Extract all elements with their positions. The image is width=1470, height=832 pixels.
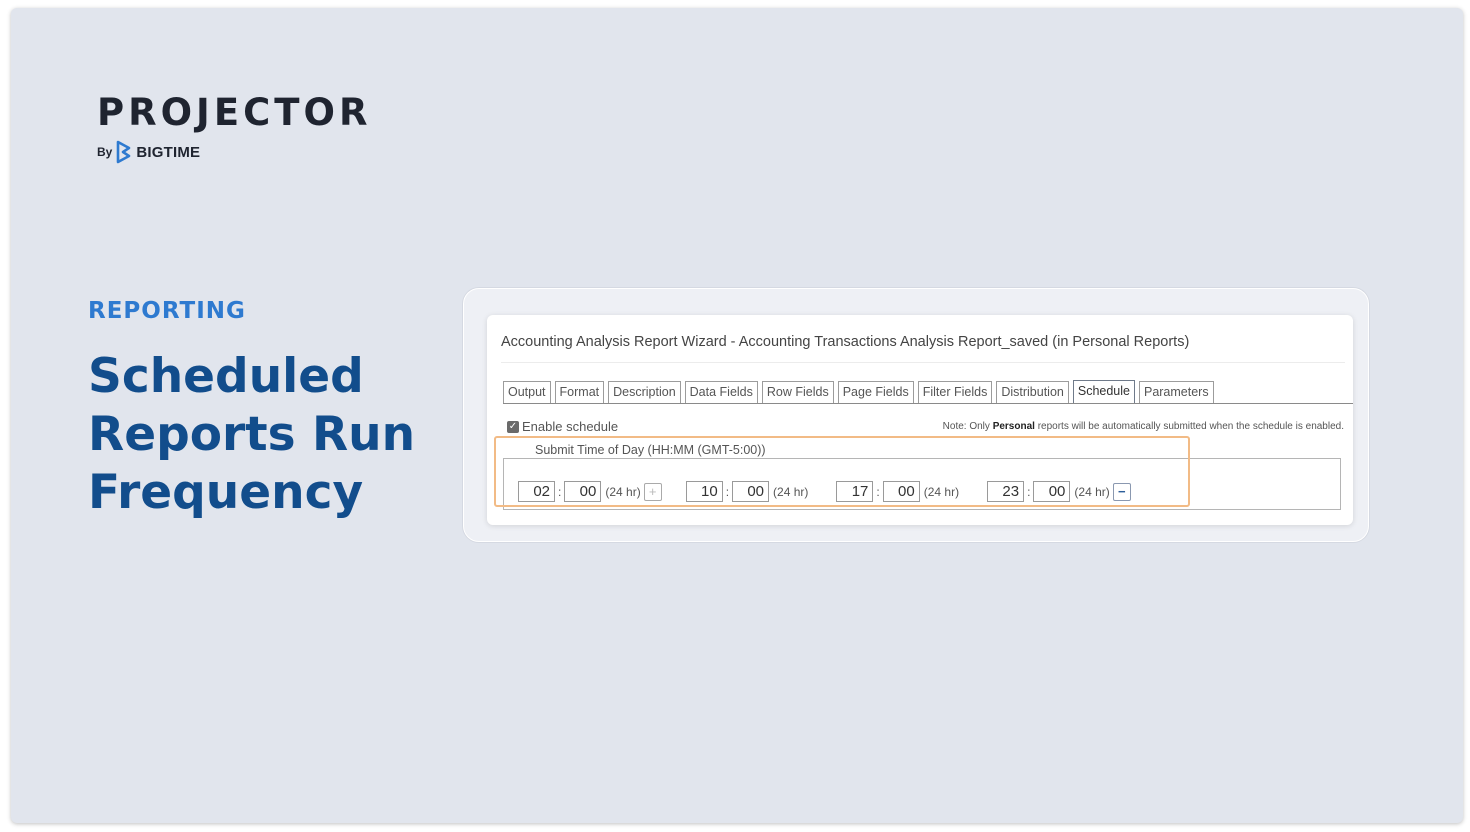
- screenshot-frame: [463, 288, 1369, 542]
- note-bold: Personal: [992, 421, 1035, 432]
- tab-description[interactable]: Description: [608, 381, 681, 403]
- logo-byline: [97, 140, 371, 164]
- bigtime-logo-icon: [115, 140, 133, 164]
- tab-filter-fields[interactable]: Filter Fields: [918, 381, 993, 403]
- remove-time-button[interactable]: −: [1113, 483, 1131, 501]
- tab-format[interactable]: Format: [555, 381, 605, 403]
- wizard-tabs: [503, 381, 1218, 404]
- submit-time-legend: Submit Time of Day (HH:MM (GMT-5:00)): [527, 443, 774, 457]
- logo-by-text: By: [97, 145, 113, 159]
- time-unit: (24 hr): [1074, 484, 1110, 499]
- tab-output[interactable]: Output: [503, 381, 551, 403]
- submit-times-row: [518, 481, 1131, 502]
- title-divider: [501, 362, 1345, 363]
- time-entry: [518, 481, 662, 502]
- tab-data-fields[interactable]: Data Fields: [685, 381, 758, 403]
- time-separator: :: [1027, 484, 1031, 499]
- time-unit: (24 hr): [773, 484, 809, 499]
- tab-row-fields[interactable]: Row Fields: [762, 381, 834, 403]
- projector-logo: [97, 91, 372, 164]
- enable-schedule-label: Enable schedule: [522, 419, 619, 434]
- time-separator: :: [558, 484, 562, 499]
- report-wizard-window: [487, 315, 1353, 525]
- hour-input[interactable]: 02: [518, 481, 555, 502]
- title-line: Reports Run: [88, 407, 416, 462]
- time-unit: (24 hr): [605, 484, 641, 499]
- minute-input[interactable]: 00: [1033, 481, 1070, 502]
- hour-input[interactable]: 17: [836, 481, 873, 502]
- tab-schedule[interactable]: Schedule: [1073, 380, 1135, 404]
- tab-parameters[interactable]: Parameters: [1139, 381, 1214, 403]
- time-separator: :: [725, 484, 730, 499]
- enable-schedule-checkbox[interactable]: ✓: [508, 420, 518, 432]
- add-time-button[interactable]: +: [644, 483, 662, 501]
- time-entry: [686, 481, 809, 502]
- slide: [11, 8, 1463, 823]
- enable-schedule[interactable]: [507, 419, 618, 434]
- tabs-underline: [503, 403, 1353, 404]
- hour-input[interactable]: 23: [987, 481, 1024, 502]
- wizard-title: Accounting Analysis Report Wizard - Accounting Transactions Analysis Report_saved (in Personal Reports): [501, 334, 1190, 350]
- minute-input[interactable]: 00: [732, 481, 769, 502]
- tab-distribution[interactable]: Distribution: [996, 381, 1069, 403]
- logo-wordmark: PROJECTOR: [97, 91, 372, 134]
- logo-company-text: BIGTIME: [136, 143, 201, 161]
- schedule-note: [943, 421, 1344, 432]
- note-prefix: Note: Only: [942, 421, 993, 432]
- tab-page-fields[interactable]: Page Fields: [838, 381, 914, 403]
- title-line: Frequency: [88, 465, 364, 520]
- minute-input[interactable]: 00: [883, 481, 920, 502]
- time-entry: [987, 481, 1131, 502]
- minute-input[interactable]: 00: [564, 481, 601, 502]
- section-eyebrow: REPORTING: [88, 298, 246, 324]
- time-separator: :: [876, 484, 880, 499]
- title-line: Scheduled: [88, 349, 364, 404]
- page-title: [88, 348, 448, 522]
- time-entry: [836, 481, 959, 502]
- hour-input[interactable]: 10: [686, 481, 723, 502]
- note-suffix: reports will be automatically submitted when the schedule is enabled.: [1034, 421, 1344, 432]
- time-unit: (24 hr): [923, 484, 960, 499]
